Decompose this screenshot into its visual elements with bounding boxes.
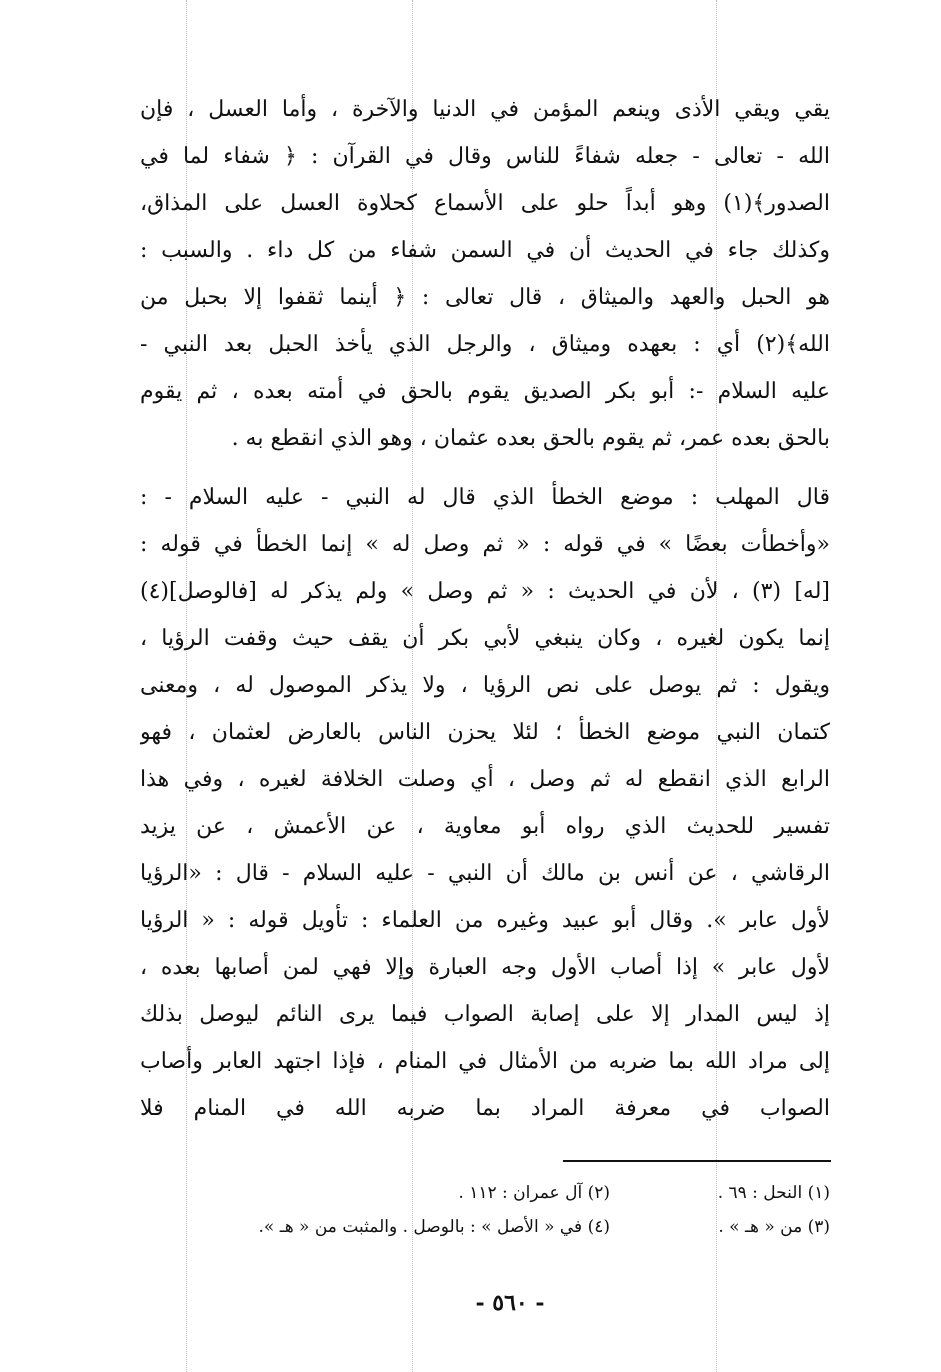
text-line: الرابع الذي انقطع له ثم وصل ، أي وصلت الخلافة لغيره ، وفي هذا [140,767,830,792]
text-line: هو الحبل والعهد والميثاق ، قال تعالى : ﴿ أينما ثقفوا إلا بحبل من [140,285,830,310]
text-line: «وأخطأت بعضًا » في قوله : « ثم وصل له » إنما الخطأ في قوله : [140,532,830,557]
text-line: الصواب في معرفة المراد بما ضربه الله في المنام فلا [140,1096,830,1121]
page-body [140,86,830,1132]
text-line: يقي ويقي الأذى وينعم المؤمن في الدنيا والآخرة ، وأما العسل ، فإن [140,97,830,122]
footnotes [140,1176,830,1244]
text-line: إلى مراد الله بما ضربه من الأمثال في المنام ، فإذا اجتهد العابر وأصاب [140,1049,830,1074]
text-line: لأول عابر » إذا أصاب الأول وجه العبارة وإلا فهي لمن أصابها بعده ، [140,955,830,980]
text-line: عليه السلام -: أبو بكر الصديق يقوم بالحق في أمته بعده ، ثم يقوم [140,379,830,404]
footnote-2: (٢) آل عمران : ١١٢ . [458,1183,610,1203]
footnote-3: (٣) من « هـ » . [718,1217,830,1237]
text-line: لأول عابر ». وقال أبو عبيد وغيره من العلماء : تأويل قوله : « الرؤيا [140,908,830,933]
text-line: تفسير للحديث الذي رواه أبو معاوية ، عن الأعمش ، عن يزيد [140,814,830,839]
footnote-1: (١) النحل : ٦٩ . [717,1183,830,1203]
text-line: الرقاشي ، عن أنس بن مالك أن النبي - عليه السلام - قال : «الرؤيا [140,861,830,886]
text-line: ويقول : ثم يوصل على نص الرؤيا ، ولا يذكر الموصول له ، ومعنى [140,673,830,698]
text-line: الصدور﴾(١) وهو أبداً حلو على الأسماع كحلاوة العسل على المذاق، [140,191,830,216]
text-line: الله - تعالى - جعله شفاءً للناس وقال في القرآن : ﴿ شفاء لما في [140,144,830,169]
text-line: قال المهلب : موضع الخطأ الذي قال له النبي - عليه السلام - : [140,485,830,510]
paragraph-1 [140,86,830,462]
footnote-row [140,1210,830,1244]
page-number: - ٥٦٠ - [475,1290,545,1316]
text-line: كتمان النبي موضع الخطأ ؛ لئلا يحزن الناس بالعارض لعثمان ، فهو [140,720,830,745]
text-line: إنما يكون لغيره ، وكان ينبغي لأبي بكر أن يقف حيث وقفت الرؤيا ، [140,626,830,651]
footnote-divider [563,1160,831,1162]
footnote-row [140,1176,830,1210]
footnote-4: (٤) في « الأصل » : بالوصل . والمثبت من « هـ ». [258,1217,610,1237]
text-line: [له] (٣) ، لأن في الحديث : « ثم وصل » ولم يذكر له [فالوصل](٤) [140,579,830,604]
text-line: الله﴾(٢) أي : بعهده وميثاق ، والرجل الذي يأخذ الحبل بعد النبي - [140,332,830,357]
text-line: وكذلك جاء في الحديث أن في السمن شفاء من كل داء . والسبب : [140,238,830,263]
text-line: إذ ليس المدار إلا على إصابة الصواب فيما يرى النائم ليوصل بذلك [140,1002,830,1027]
text-line: بالحق بعده عمر، ثم يقوم بالحق بعده عثمان ، وهو الذي انقطع به . [231,426,830,451]
paragraph-2 [140,474,830,1132]
